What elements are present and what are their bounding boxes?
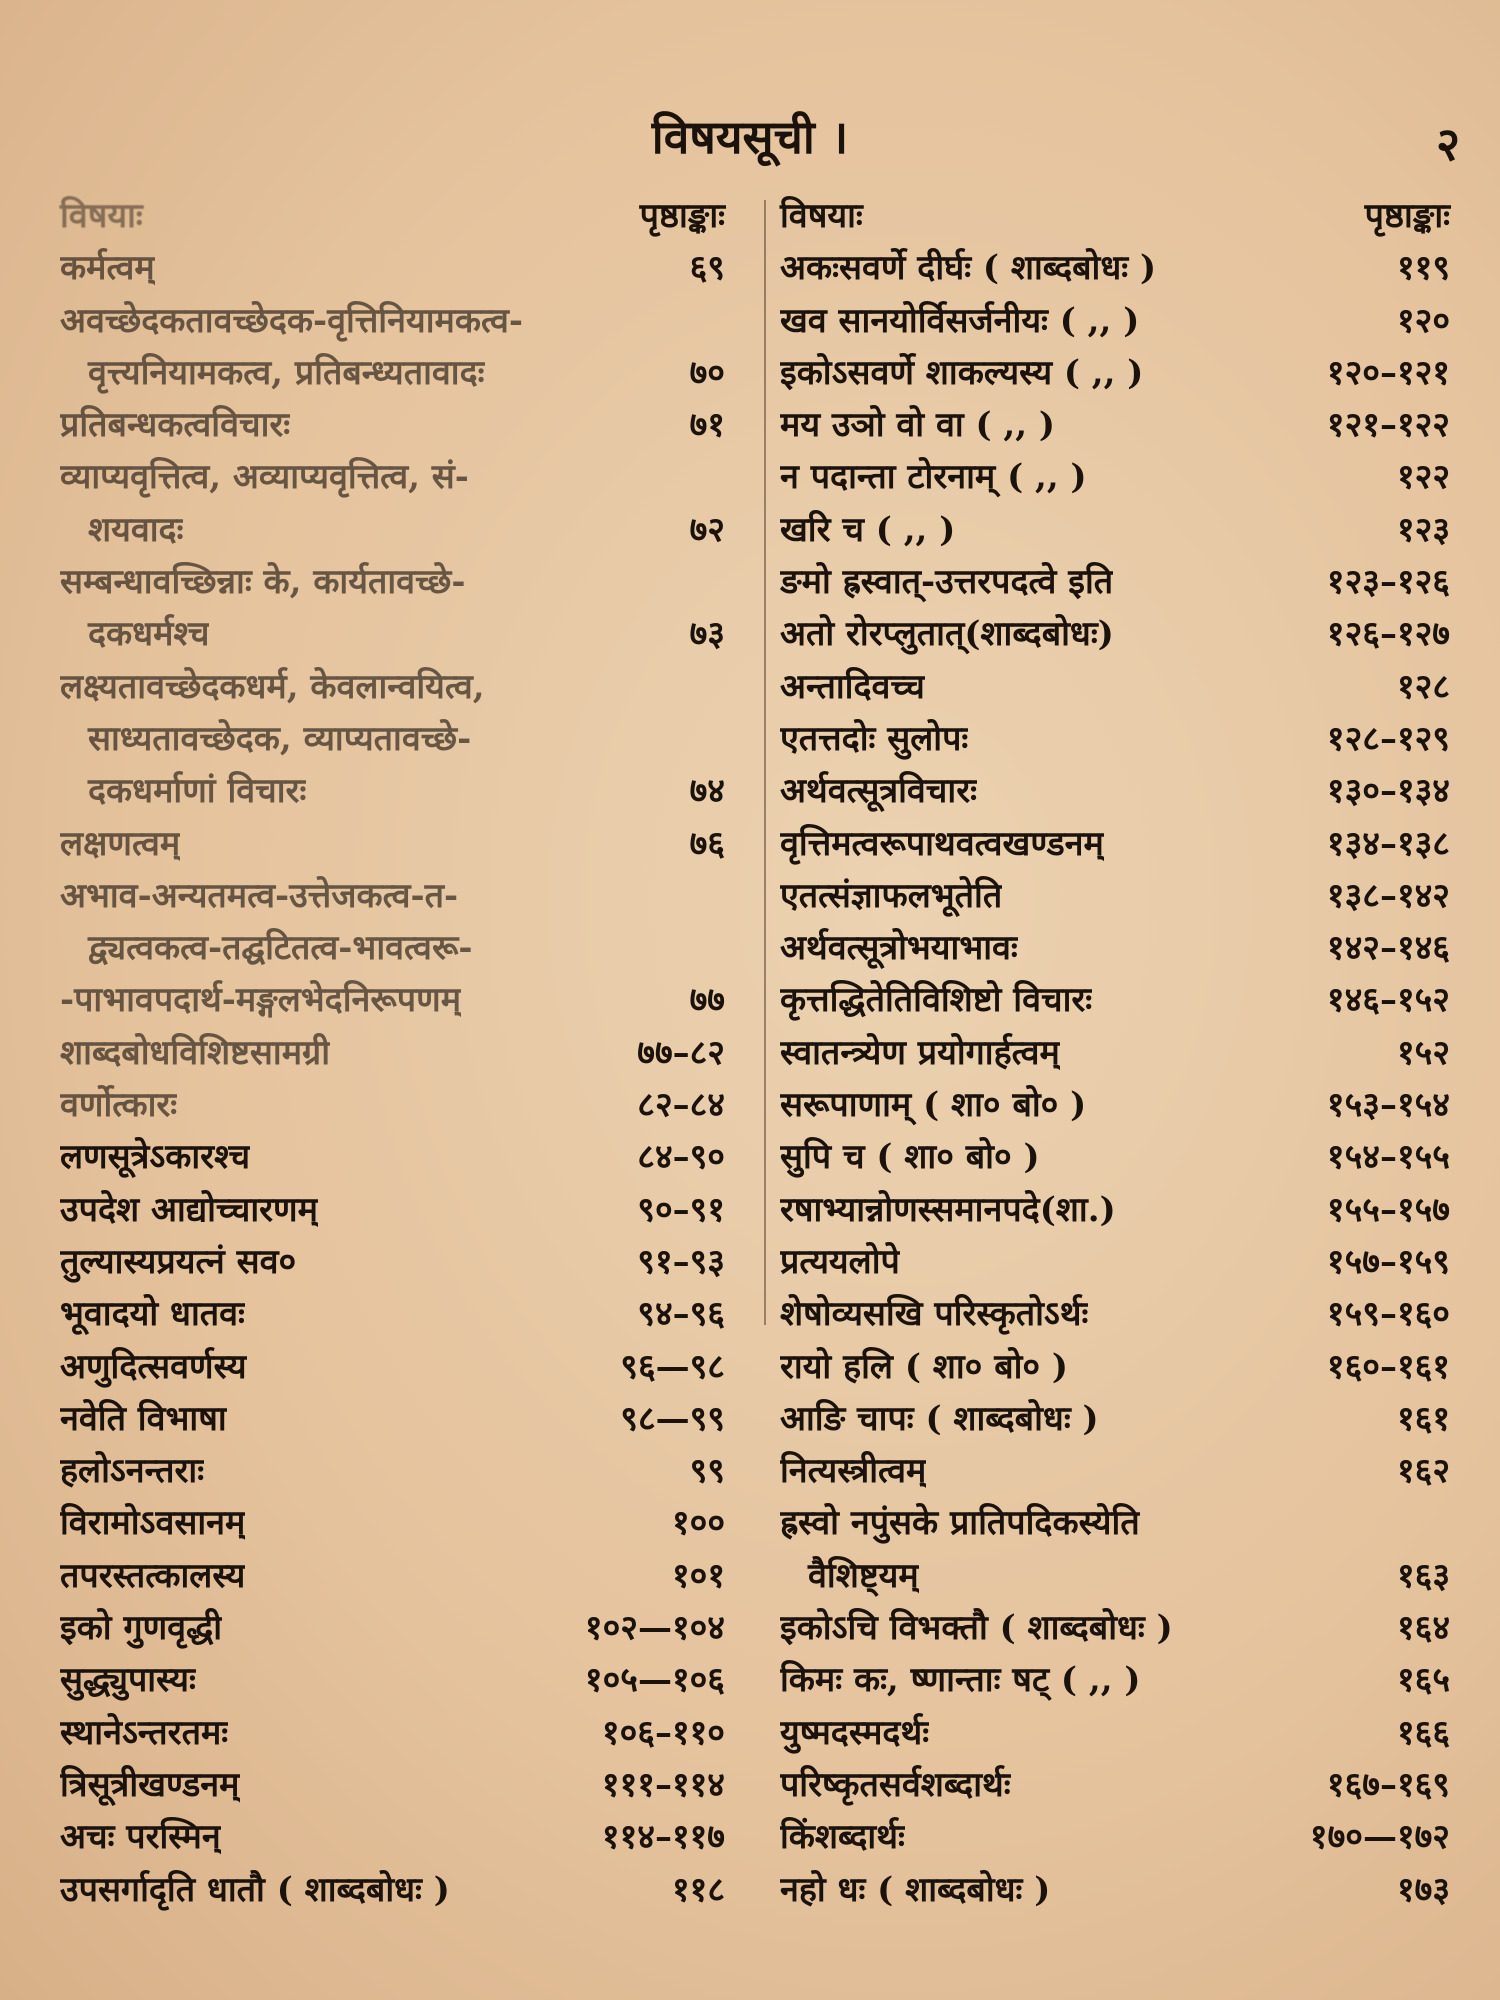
toc-entry <box>60 1550 725 1602</box>
toc-entry-pages: ९०–९१ <box>637 1189 725 1230</box>
toc-entry-pages: १३८–१४२ <box>1326 875 1450 916</box>
right-entries <box>780 242 1450 1916</box>
toc-entry <box>60 504 725 556</box>
toc-entry-topic: किमः कः, ष्णान्ताः षट् ( ,, ) <box>780 1660 1141 1701</box>
toc-entry <box>780 1131 1450 1183</box>
toc-entry-topic: नवेति विभाषा <box>60 1398 227 1439</box>
toc-entry <box>60 1707 725 1759</box>
toc-entry-pages: १३४–१३८ <box>1326 823 1450 864</box>
toc-entry <box>780 242 1450 294</box>
toc-entry <box>60 1236 725 1288</box>
toc-entry-topic: अर्थवत्सूत्रोभयाभावः <box>780 928 1018 969</box>
toc-entry-pages: १६४ <box>1396 1608 1450 1649</box>
toc-entry-pages: १७०—१७२ <box>1309 1817 1450 1858</box>
toc-entry-topic: -पाभावपदार्थ-मङ्गलभेदनिरूपणम् <box>60 980 462 1021</box>
toc-entry-pages: १२८–१२९ <box>1326 718 1450 759</box>
toc-entry <box>780 1341 1450 1393</box>
toc-entry-pages: १२०–१२१ <box>1326 352 1450 393</box>
toc-entry-pages: १२६–१२७ <box>1326 614 1450 655</box>
toc-entry <box>60 399 725 451</box>
toc-entry-topic: साध्यतावच्छेदक, व्याप्यतावच्छे- <box>88 718 472 759</box>
toc-entry <box>780 1864 1450 1916</box>
toc-entry-topic: हलोऽनन्तराः <box>60 1451 205 1492</box>
toc-entry-pages: ७४ <box>689 771 725 812</box>
toc-entry <box>60 295 725 347</box>
toc-entry-topic: सम्बन्धावच्छिन्नाः के, कार्यतावच्छे- <box>60 562 466 603</box>
left-column <box>60 190 725 1916</box>
toc-entry-topic: उपसर्गादृति धातौ ( शाब्दबोधः ) <box>60 1869 450 1910</box>
toc-entry <box>60 1864 725 1916</box>
topics-heading: विषयाः <box>60 196 143 236</box>
toc-entry-pages: १६२ <box>1396 1451 1450 1492</box>
toc-entry-pages: १५५–१५७ <box>1326 1189 1450 1230</box>
toc-entry-topic: वृत्तिमत्वरूपाथवत्वखण्डनम् <box>780 823 1104 864</box>
toc-entry <box>60 1027 725 1079</box>
toc-entry-topic: स्वातन्त्र्येण प्रयोगार्हत्वम् <box>780 1032 1060 1073</box>
toc-entry-pages: ११४–११७ <box>601 1817 725 1858</box>
toc-entry <box>780 1079 1450 1131</box>
toc-entry <box>780 347 1450 399</box>
toc-entry-pages: १७३ <box>1396 1869 1450 1910</box>
toc-entry-topic: न पदान्ता टोरनाम् ( ,, ) <box>780 457 1087 498</box>
toc-entry <box>780 1759 1450 1811</box>
toc-entry-topic: खव सानयोर्विसर्जनीयः ( ,, ) <box>780 300 1140 341</box>
toc-entry-pages: १५९–१६० <box>1326 1294 1450 1335</box>
toc-entry-pages: १२३–१२६ <box>1326 562 1450 603</box>
toc-entry-topic: दकधर्माणां विचारः <box>88 771 307 812</box>
toc-entry-topic: अर्थवत्सूत्रविचारः <box>780 771 977 812</box>
left-column-header <box>60 190 725 242</box>
toc-entry <box>60 818 725 870</box>
toc-entry-topic: लक्षणत्वम् <box>60 823 181 864</box>
toc-entry <box>780 818 1450 870</box>
toc-entry <box>780 1550 1450 1602</box>
toc-entry-topic: प्रतिबन्धकत्वविचारः <box>60 405 291 446</box>
toc-entry-topic: आङि चापः ( शाब्दबोधः ) <box>780 1398 1099 1439</box>
pages-heading: पृष्ठाङ्काः <box>1364 196 1450 236</box>
toc-entry-pages: १०२—१०४ <box>584 1608 725 1649</box>
toc-entry <box>60 608 725 660</box>
toc-entry-pages: १५२ <box>1396 1032 1450 1073</box>
toc-entry-pages: १११–११४ <box>601 1764 725 1805</box>
toc-entry-topic: ह्रस्वो नपुंसके प्रातिपदिकस्येति <box>780 1503 1140 1544</box>
toc-entry-pages: १२२ <box>1396 457 1450 498</box>
toc-entry <box>780 1602 1450 1654</box>
toc-entry <box>780 608 1450 660</box>
toc-entry-topic: विरामोऽवसानम् <box>60 1503 246 1544</box>
toc-entry-topic: अन्तादिवच्च <box>780 666 925 707</box>
toc-entry-topic: एतत्संज्ञाफलभूतेति <box>780 875 1003 916</box>
toc-entry-pages: १२३ <box>1396 509 1450 550</box>
toc-entry <box>780 295 1450 347</box>
toc-entry-topic: नहो धः ( शाब्दबोधः ) <box>780 1869 1051 1910</box>
toc-entry <box>780 974 1450 1026</box>
toc-entry <box>60 1079 725 1131</box>
toc-entry <box>60 347 725 399</box>
page-title: विषयसूची । <box>651 110 849 164</box>
toc-entry-topic: दकधर्मश्च <box>88 614 210 655</box>
toc-entry-pages: १६७–१६९ <box>1326 1764 1450 1805</box>
toc-entry-pages: ११९ <box>1396 248 1450 289</box>
toc-entry <box>60 1131 725 1183</box>
toc-entry <box>780 1654 1450 1706</box>
left-entries <box>60 242 725 1916</box>
toc-entry-topic: वृत्त्यनियामकत्व, प्रतिबन्ध्यतावादः <box>88 352 485 393</box>
toc-entry-pages: १०६–११० <box>601 1712 725 1753</box>
toc-entry-topic: अणुदित्सवर्णस्य <box>60 1346 247 1387</box>
toc-entry <box>780 1184 1450 1236</box>
toc-entry <box>60 1654 725 1706</box>
toc-entry <box>780 556 1450 608</box>
toc-entry-pages: ७७–८२ <box>637 1032 725 1073</box>
toc-entry <box>780 1236 1450 1288</box>
toc-entry-topic: वैशिष्ट्यम् <box>808 1555 919 1596</box>
toc-entry-topic: अभाव-अन्यतमत्व-उत्तेजकत्व-त- <box>60 875 459 916</box>
toc-entry <box>60 1393 725 1445</box>
toc-entry-topic: भूवादयो धातवः <box>60 1294 245 1335</box>
toc-entry <box>60 556 725 608</box>
toc-entry-topic: लणसूत्रेऽकारश्च <box>60 1137 251 1178</box>
toc-entry-pages: १२८ <box>1396 666 1450 707</box>
toc-entry <box>780 1288 1450 1340</box>
toc-entry-topic: अकःसवर्णे दीर्घः ( शाब्दबोधः ) <box>780 248 1157 289</box>
toc-entry-topic: किंशब्दार्थः <box>780 1817 905 1858</box>
toc-entry-pages: १४२–१४६ <box>1326 928 1450 969</box>
toc-entry-topic: तपरस्तत्कालस्य <box>60 1555 246 1596</box>
toc-entry-topic: एतत्तदोः सुलोपः <box>780 718 969 759</box>
toc-entry-topic: युष्मदस्मदर्थः <box>780 1712 930 1753</box>
toc-entry <box>60 1497 725 1549</box>
toc-entry-pages: ७१ <box>689 405 725 446</box>
toc-entry <box>780 399 1450 451</box>
toc-entry-pages: ९६—९८ <box>620 1346 725 1387</box>
toc-entry <box>780 1497 1450 1549</box>
right-column <box>780 190 1450 1916</box>
right-column-header <box>780 190 1450 242</box>
toc-entry-topic: कर्मत्वम् <box>60 248 155 289</box>
toc-entry <box>780 713 1450 765</box>
toc-entry-topic: रायो हलि ( शा० बो० ) <box>780 1346 1069 1387</box>
toc-entry <box>780 870 1450 922</box>
toc-entry-pages: १६०–१६१ <box>1326 1346 1450 1387</box>
toc-entry-topic: रषाभ्यान्नोणस्समानपदे(शा.) <box>780 1189 1116 1230</box>
toc-entry <box>780 1707 1450 1759</box>
toc-entry-pages: ९९ <box>689 1451 725 1492</box>
toc-entry-topic: ङमो ह्रस्वात्-उत्तरपदत्वे इति <box>780 562 1114 603</box>
toc-entry-pages: ७२ <box>689 509 725 550</box>
toc-entry <box>60 661 725 713</box>
toc-entry-topic: मय उञो वो वा ( ,, ) <box>780 405 1056 446</box>
toc-entry <box>780 1027 1450 1079</box>
toc-entry-pages: ६९ <box>689 248 725 289</box>
page-number: २ <box>1436 117 1460 171</box>
toc-entry-topic: इकोऽचि विभक्तौ ( शाब्दबोधः ) <box>780 1608 1173 1649</box>
toc-entry-topic: उपदेश आद्योच्चारणम् <box>60 1189 318 1230</box>
toc-entry <box>60 242 725 294</box>
toc-entry <box>780 1393 1450 1445</box>
toc-entry <box>60 451 725 503</box>
toc-entry-pages: ९४–९६ <box>637 1294 725 1335</box>
toc-entry-pages: १६१ <box>1396 1398 1450 1439</box>
toc-entry-topic: इको गुणवृद्धी <box>60 1608 223 1649</box>
toc-entry <box>60 1288 725 1340</box>
toc-entry-topic: लक्ष्यतावच्छेदकधर्म, केवलान्वयित्व, <box>60 666 485 707</box>
toc-entry-pages: १३०–१३४ <box>1326 771 1450 812</box>
toc-entry <box>60 870 725 922</box>
toc-entry-pages: ९१–९३ <box>637 1241 725 1282</box>
toc-entry-pages: १२१–१२२ <box>1326 405 1450 446</box>
toc-entry-topic: अवच्छेदकतावच्छेदक-वृत्तिनियामकत्व- <box>60 300 523 341</box>
toc-entry <box>60 1184 725 1236</box>
toc-entry-topic: तुल्यास्यप्रयत्नं सव० <box>60 1241 297 1282</box>
toc-entry-topic: प्रत्ययलोपे <box>780 1241 900 1282</box>
toc-entry-topic: स्थानेऽन्तरतमः <box>60 1712 229 1753</box>
toc-entry-pages: ९८—९९ <box>620 1398 725 1439</box>
toc-entry-topic: शयवादः <box>88 509 184 550</box>
toc-entry-pages: १०१ <box>671 1555 725 1596</box>
toc-entry <box>780 1811 1450 1863</box>
toc-entry <box>60 1445 725 1497</box>
toc-entry-pages: ७७ <box>689 980 725 1021</box>
toc-entry-pages: १६६ <box>1396 1712 1450 1753</box>
toc-entry-topic: शाब्दबोधविशिष्टसामग्री <box>60 1032 331 1073</box>
toc-entry-topic: नित्यस्त्रीत्वम् <box>780 1451 927 1492</box>
toc-entry <box>780 504 1450 556</box>
pages-heading: पृष्ठाङ्काः <box>639 196 725 236</box>
toc-entry-pages: १६५ <box>1396 1660 1450 1701</box>
toc-entry-topic: सरूपाणाम् ( शा० बो० ) <box>780 1085 1087 1126</box>
toc-entry <box>60 1341 725 1393</box>
toc-entry-topic: शेषोव्यसखि परिस्कृतोऽर्थः <box>780 1294 1089 1335</box>
toc-entry <box>780 451 1450 503</box>
toc-entry <box>780 661 1450 713</box>
toc-entry <box>60 765 725 817</box>
toc-entry-pages: १५३–१५४ <box>1326 1085 1450 1126</box>
toc-entry-topic: त्रिसूत्रीखण्डनम् <box>60 1764 240 1805</box>
toc-entry-pages: १०५—१०६ <box>584 1660 725 1701</box>
toc-entry <box>60 1602 725 1654</box>
toc-entry-topic: अचः परस्मिन् <box>60 1817 221 1858</box>
toc-entry-pages: ८४–९० <box>637 1137 725 1178</box>
toc-entry-topic: खरि च ( ,, ) <box>780 509 956 550</box>
toc-entry-pages: १६३ <box>1396 1555 1450 1596</box>
toc-entry-topic: परिष्कृतसर्वशब्दार्थः <box>780 1764 1011 1805</box>
toc-entry-pages: १५४–१५५ <box>1326 1137 1450 1178</box>
toc-entry <box>60 1811 725 1863</box>
toc-entry <box>60 974 725 1026</box>
toc-entry-topic: अतो रोरप्लुतात्(शाब्दबोधः) <box>780 614 1114 655</box>
toc-entry-topic: व्याप्यवृत्तित्व, अव्याप्यवृत्तित्व, सं- <box>60 457 469 498</box>
toc-entry-topic: कृत्तद्धितेतिविशिष्टो विचारः <box>780 980 1093 1021</box>
toc-entry <box>780 765 1450 817</box>
toc-entry-topic: इकोऽसवर्णे शाकल्यस्य ( ,, ) <box>780 352 1144 393</box>
toc-entry-pages: १०० <box>671 1503 725 1544</box>
toc-entry-topic: सुद्ध्युपास्यः <box>60 1660 196 1701</box>
toc-entry-pages: ८२–८४ <box>637 1085 725 1126</box>
toc-entry <box>60 713 725 765</box>
toc-entry-pages: ७० <box>689 352 725 393</box>
toc-entry-pages: १४६–१५२ <box>1326 980 1450 1021</box>
column-divider <box>764 200 766 1325</box>
toc-entry-topic: द्व्यत्वकत्व-तद्घटितत्व-भावत्वरू- <box>88 928 473 969</box>
toc-entry-pages: ७६ <box>689 823 725 864</box>
toc-entry-pages: ७३ <box>689 614 725 655</box>
toc-entry <box>60 1759 725 1811</box>
topics-heading: विषयाः <box>780 196 863 236</box>
toc-entry-topic: वर्णोत्कारः <box>60 1085 178 1126</box>
toc-entry-pages: १५७–१५९ <box>1326 1241 1450 1282</box>
toc-entry <box>780 1445 1450 1497</box>
toc-entry-pages: १२० <box>1396 300 1450 341</box>
toc-entry-topic: सुपि च ( शा० बो० ) <box>780 1137 1040 1178</box>
toc-entry <box>780 922 1450 974</box>
toc-entry-pages: ११८ <box>671 1869 725 1910</box>
toc-entry <box>60 922 725 974</box>
